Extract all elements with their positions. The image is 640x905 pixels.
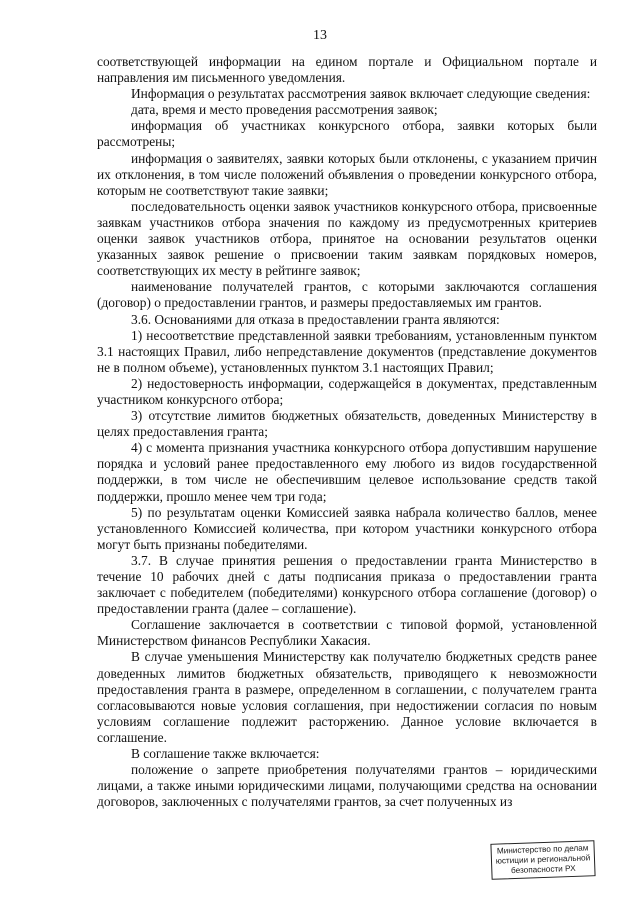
- paragraph: положение о запрете приобретения получателями грантов – юридическими лицами, а также иными юридическими лицами, получающими средства на основании договоров, заключенных с получателями грантов, за счет полученных из: [97, 762, 597, 810]
- stamp-line: юстиции и региональной: [495, 853, 591, 866]
- paragraph: 3) отсутствие лимитов бюджетных обязательств, доведенных Министерству в целях предоставления гранта;: [97, 408, 597, 440]
- paragraph: 1) несоответствие представленной заявки требованиям, установленным пунктом 3.1 настоящих Правил, либо непредставление документов (представление документов не в полном объеме), установленных пунктом 3.1 настоящих Правил;: [97, 327, 597, 375]
- paragraph: последовательность оценки заявок участников конкурсного отбора, присвоенные заявкам участников отбора значения по каждому из предусмотренных критериев оценки заявок участников отбора, принятое на основании результатов оценки указанных заявок решение о присвоении таким заявкам порядковых номеров, соответствующих их месту в рейтинге заявок;: [97, 198, 597, 279]
- paragraph: 5) по результатам оценки Комиссией заявка набрала количество баллов, менее установленного Комиссией количества, при котором участники конкурсного отбора могут быть признаны победителями.: [97, 504, 597, 552]
- paragraph: 3.6. Основаниями для отказа в предоставлении гранта являются:: [131, 311, 500, 327]
- paragraph: 2) недостоверность информации, содержащейся в документах, представленным участником конкурсного отбора;: [97, 375, 597, 407]
- paragraph: Соглашение заключается в соответствии с типовой формой, установленной Министерством финансов Республики Хакасия.: [97, 617, 597, 649]
- paragraph: соответствующей информации на едином портале и Официальном портале и направления им письменного уведомления.: [97, 54, 597, 86]
- page-number: 13: [313, 28, 327, 43]
- paragraph: В соглашение также включается:: [131, 746, 320, 762]
- paragraph: 3.7. В случае принятия решения о предоставлении гранта Министерство в течение 10 рабочих дней с даты подписания приказа о предоставлении гранта заключает с победителем (победителями) конкурсного отбора соглашение (договор) о предоставлении гранта (далее – соглашение).: [97, 552, 597, 617]
- paragraph: наименование получателей грантов, с которыми заключаются соглашения (договор) о предоставлении грантов, и размеры предоставляемых им грантов.: [97, 279, 597, 311]
- paragraph: информация об участниках конкурсного отбора, заявки которых были рассмотрены;: [97, 118, 597, 150]
- paragraph: В случае уменьшения Министерству как получателю бюджетных средств ранее доведенных лимитов бюджетных обязательств, приводящего к невозможности предоставления гранта в размере, определенном в соглашении, с получателем гранта согласовываются новые условия соглашения, при недостижении согласия по новым условиям соглашение подлежит расторжению. Данное условие включается в соглашение.: [97, 649, 597, 745]
- paragraph: информация о заявителях, заявки которых были отклонены, с указанием причин их отклонения, в том числе положений объявления о проведении конкурсного отбора, которым не соответствуют такие заявки;: [97, 150, 597, 198]
- stamp-line: безопасности РХ: [510, 863, 576, 876]
- stamp-line: Министерство по делам: [496, 843, 589, 856]
- registration-stamp: [490, 840, 595, 880]
- paragraph: дата, время и место проведения рассмотрения заявок;: [131, 102, 438, 118]
- document-body: [97, 54, 597, 810]
- paragraph: 4) с момента признания участника конкурсного отбора допустившим нарушение порядка и условий ранее предоставленного ему любого из видов государственной поддержки, в том числе не обеспечившим целевое использование средств такой поддержки, прошло менее чем три года;: [97, 440, 597, 504]
- paragraph: Информация о результатах рассмотрения заявок включает следующие сведения:: [131, 86, 591, 102]
